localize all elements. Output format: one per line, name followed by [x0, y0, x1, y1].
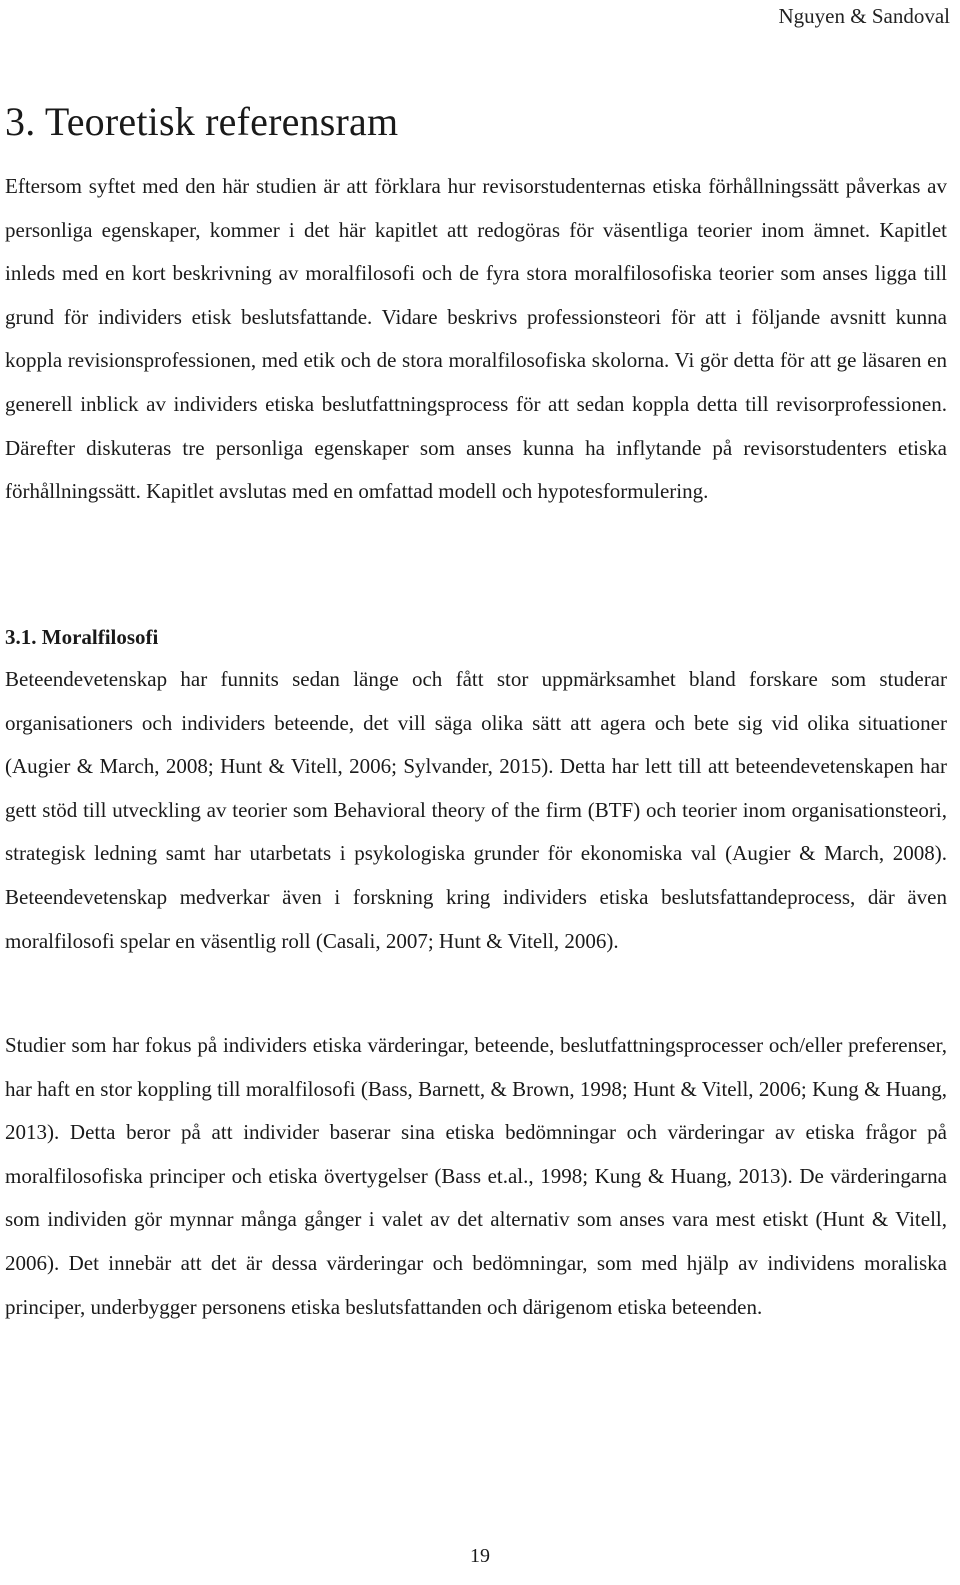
chapter-intro-paragraph: Eftersom syftet med den här studien är att förklara hur revisorstudenternas etiska förhållningssätt påverkas av personliga egenskaper, kommer i det här kapitlet att redogöras för väsentliga teorier inom ämnet. Kapitlet inleds med en kort beskrivning av moralfilosofi och de fyra stora moralfilosofiska teorier som anses ligga till grund för individers etisk beslutsfattande. Vidare beskrivs professionsteori för att i följande avsnitt kunna koppla revisionsprofessionen, med etik och de stora moralfilosofiska skolorna. Vi gör detta för att ge läsaren en generell inblick av individers etiska beslutfattningsprocess för att sedan koppla detta till revisorprofessionen. Därefter diskuteras tre personliga egenskaper som anses kunna ha inflytande på revisorstudenters etiska förhållningssätt. Kapitlet avslutas med en omfattad modell och hypotesformulering.	[5, 174, 947, 504]
section-paragraph: Beteendevetenskap har funnits sedan länge och fått stor uppmärksamhet bland forskare som studerar organisationers och individers beteende, det vill säga olika sätt att agera och bete sig vid olika situationer (Augier & March, 2008; Hunt & Vitell, 2006; Sylvander, 2015). Detta har lett till att beteendevetenskapen har gett stöd till utveckling av teorier som Behavioral theory of the firm (BTF) och teorier inom organisationsteori, strategisk ledning samt har utarbetats i psykologiska grunder för ekonomiska val (Augier & March, 2008). Beteendevetenskap medverkar även i forskning kring individers etiska beslutsfattandeprocess, där även moralfilosofi spelar en väsentlig roll (Casali, 2007; Hunt & Vitell, 2006).	[5, 667, 947, 953]
section-heading: 3.1. Moralfilosofi	[5, 625, 159, 649]
chapter-title: 3. Teoretisk referensram	[5, 99, 399, 144]
running-header: Nguyen & Sandoval	[778, 4, 950, 28]
section-paragraph: Studier som har fokus på individers etiska värderingar, beteende, beslutfattningsprocesser och/eller preferenser, har haft en stor koppling till moralfilosofi (Bass, Barnett, & Brown, 1998; Hunt & Vitell, 2006; Kung & Huang, 2013). Detta beror på att individer baserar sina etiska bedömningar och värderingar av etiska frågor på moralfilosofiska principer och etiska övertygelser (Bass et.al., 1998; Kung & Huang, 2013). De värderingarna som individen gör mynnar många gånger i valet av det alternativ som anses vara mest etiskt (Hunt & Vitell, 2006). Det innebär att det är dessa värderingar och bedömningar, som med hjälp av individens moraliska principer, underbygger personens etiska beslutsfattanden och därigenom etiska beteenden.	[5, 1033, 947, 1319]
page-number: 19	[470, 1545, 490, 1567]
